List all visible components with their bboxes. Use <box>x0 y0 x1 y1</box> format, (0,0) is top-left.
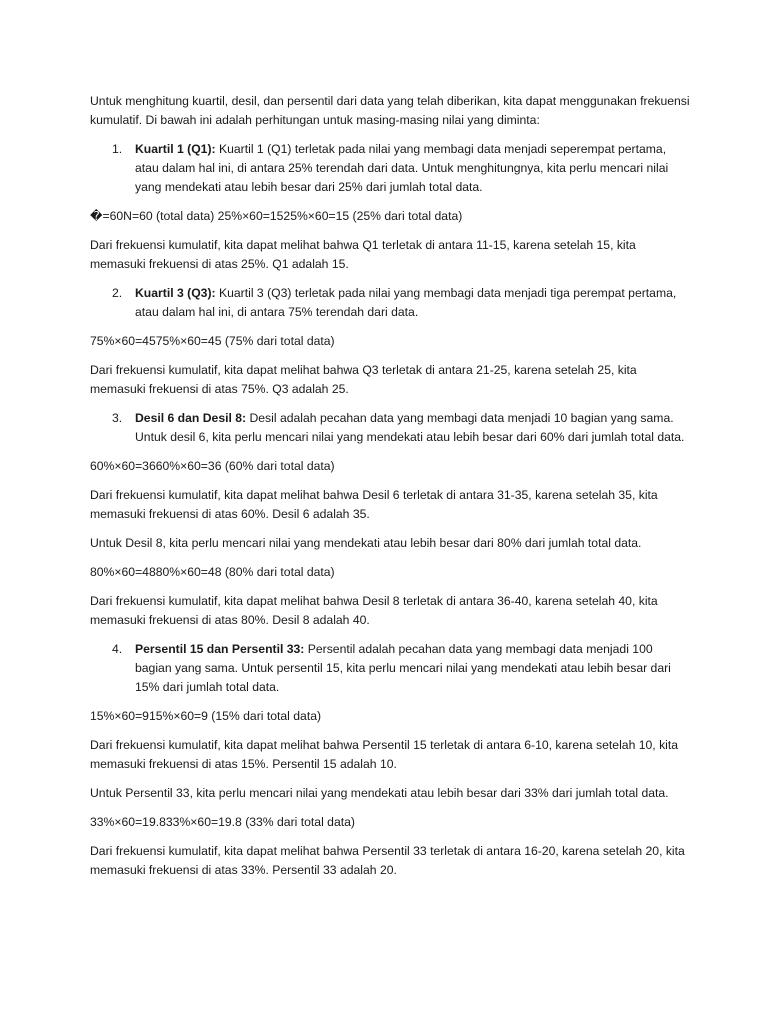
q1-calculation: �=60N=60 (total data) 25%×60=1525%×60=15 (25% dari total data) <box>90 209 463 223</box>
d6-calculation: 60%×60=3660%×60=36 (60% dari total data) <box>90 459 335 473</box>
d8-result: Dari frekuensi kumulatif, kita dapat melihat bahwa Desil 8 terletak di antara 36-40, karena setelah 40, kita memasuki frekuensi di atas 80%. Desil 8 adalah 40. <box>90 594 658 627</box>
d6-result: Dari frekuensi kumulatif, kita dapat melihat bahwa Desil 6 terletak di antara 31-35, karena setelah 35, kita memasuki frekuensi di atas 60%. Desil 6 adalah 35. <box>90 488 658 521</box>
d8-calculation: 80%×60=4880%×60=48 (80% dari total data) <box>90 565 335 579</box>
list-number: 4. <box>112 642 123 656</box>
list-item-q1 <box>90 140 690 197</box>
list-item-persentil <box>90 640 690 697</box>
item-title: Desil 6 dan Desil 8: <box>135 411 247 425</box>
item-text: Persentil adalah pecahan data yang membagi data menjadi 100 bagian yang sama. Untuk persentil 15, kita perlu mencari nilai yang mendekati atau lebih besar dari 15% dari jumlah total data. <box>135 642 671 694</box>
p33-calculation: 33%×60=19.833%×60=19.8 (33% dari total data) <box>90 815 355 829</box>
p33-result: Dari frekuensi kumulatif, kita dapat melihat bahwa Persentil 33 terletak di antara 16-20, karena setelah 20, kita memasuki frekuensi di atas 33%. Persentil 33 adalah 20. <box>90 844 685 877</box>
item-title: Kuartil 3 (Q3): <box>135 286 216 300</box>
document-body <box>90 92 690 890</box>
d8-intro: Untuk Desil 8, kita perlu mencari nilai yang mendekati atau lebih besar dari 80% dari jumlah total data. <box>90 536 642 550</box>
item-text: Desil adalah pecahan data yang membagi data menjadi 10 bagian yang sama. Untuk desil 6, kita perlu mencari nilai yang mendekati atau lebih besar dari 60% dari jumlah total data. <box>135 411 685 444</box>
intro-paragraph: Untuk menghitung kuartil, desil, dan persentil dari data yang telah diberikan, kita dapat menggunakan frekuensi kumulatif. Di bawah ini adalah perhitungan untuk masing-masing nilai yang diminta: <box>90 94 690 127</box>
list-number: 2. <box>112 286 123 300</box>
q1-result: Dari frekuensi kumulatif, kita dapat melihat bahwa Q1 terletak di antara 11-15, karena setelah 15, kita memasuki frekuensi di atas 25%. Q1 adalah 15. <box>90 238 636 271</box>
list-number: 1. <box>112 142 123 156</box>
item-text: Kuartil 1 (Q1) terletak pada nilai yang membagi data menjadi seperempat pertama, atau dalam hal ini, di antara 25% terendah dari data. Untuk menghitungnya, kita perlu mencari nilai yang mendekati atau lebih besar dari 25% dari jumlah total data. <box>135 142 669 194</box>
p33-intro: Untuk Persentil 33, kita perlu mencari nilai yang mendekati atau lebih besar dari 33% dari jumlah total data. <box>90 786 669 800</box>
item-title: Kuartil 1 (Q1): <box>135 142 216 156</box>
list-item-q3 <box>90 284 690 322</box>
q3-calculation: 75%×60=4575%×60=45 (75% dari total data) <box>90 334 335 348</box>
p15-calculation: 15%×60=915%×60=9 (15% dari total data) <box>90 709 322 723</box>
q3-result: Dari frekuensi kumulatif, kita dapat melihat bahwa Q3 terletak di antara 21-25, karena setelah 25, kita memasuki frekuensi di atas 75%. Q3 adalah 25. <box>90 363 637 396</box>
list-number: 3. <box>112 411 123 425</box>
item-text: Kuartil 3 (Q3) terletak pada nilai yang membagi data menjadi tiga perempat pertama, atau dalam hal ini, di antara 75% terendah dari data. <box>135 286 677 319</box>
p15-result: Dari frekuensi kumulatif, kita dapat melihat bahwa Persentil 15 terletak di antara 6-10, karena setelah 10, kita memasuki frekuensi di atas 15%. Persentil 15 adalah 10. <box>90 738 679 771</box>
item-title: Persentil 15 dan Persentil 33: <box>135 642 305 656</box>
list-item-desil <box>90 409 690 447</box>
